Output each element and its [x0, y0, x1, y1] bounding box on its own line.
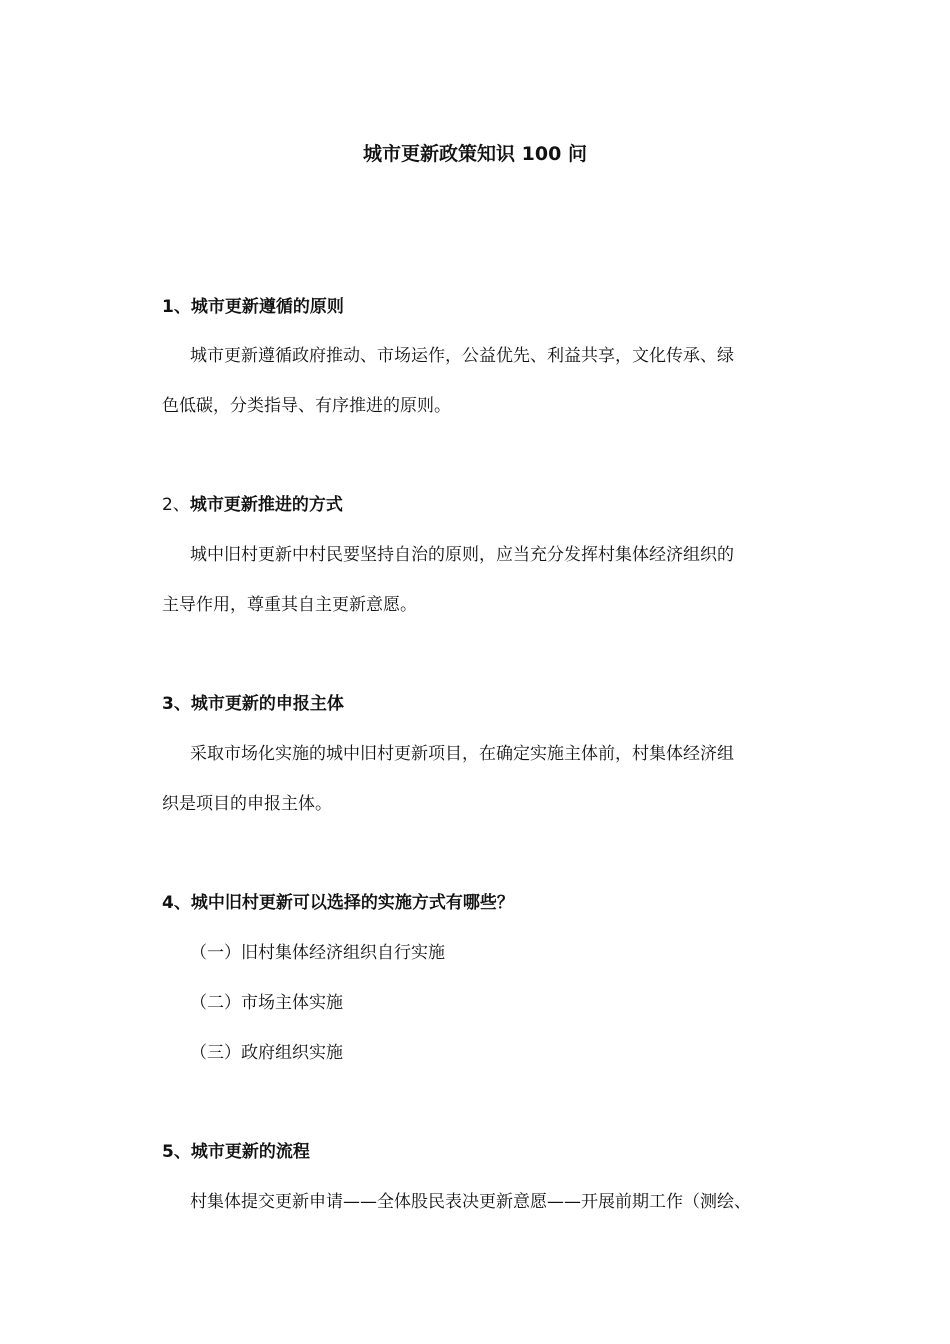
list-item: （一）旧村集体经济组织自行实施	[190, 943, 445, 963]
paragraph-line: 色低碳，分类指导、有序推进的原则。	[162, 396, 451, 416]
paragraph-line: 村集体提交更新申请——全体股民表决更新意愿——开展前期工作（测绘、	[190, 1192, 751, 1212]
paragraph-line: 城中旧村更新中村民要坚持自治的原则，应当充分发挥村集体经济组织的	[190, 545, 734, 565]
paragraph-line: 织是项目的申报主体。	[162, 794, 332, 814]
section-heading-text: 城市更新推进的方式	[189, 495, 343, 515]
section-heading-1: 1、城市更新遵循的原则	[162, 297, 344, 317]
document-title: 城市更新政策知识 100 问	[363, 143, 587, 165]
list-item: （二）市场主体实施	[190, 993, 343, 1013]
paragraph-line: 城市更新遵循政府推动、市场运作，公益优先、利益共享，文化传承、绿	[190, 346, 734, 366]
list-item: （三）政府组织实施	[190, 1043, 343, 1063]
section-heading-3: 3、城市更新的申报主体	[162, 694, 344, 714]
section-heading-5: 5、城市更新的流程	[162, 1142, 310, 1162]
section-number: 2、	[162, 495, 190, 515]
paragraph-line: 主导作用，尊重其自主更新意愿。	[162, 595, 417, 615]
section-heading-2	[162, 492, 343, 518]
paragraph-line: 采取市场化实施的城中旧村更新项目，在确定实施主体前，村集体经济组	[190, 744, 734, 764]
section-heading-4: 4、城中旧村更新可以选择的实施方式有哪些？	[162, 893, 514, 913]
